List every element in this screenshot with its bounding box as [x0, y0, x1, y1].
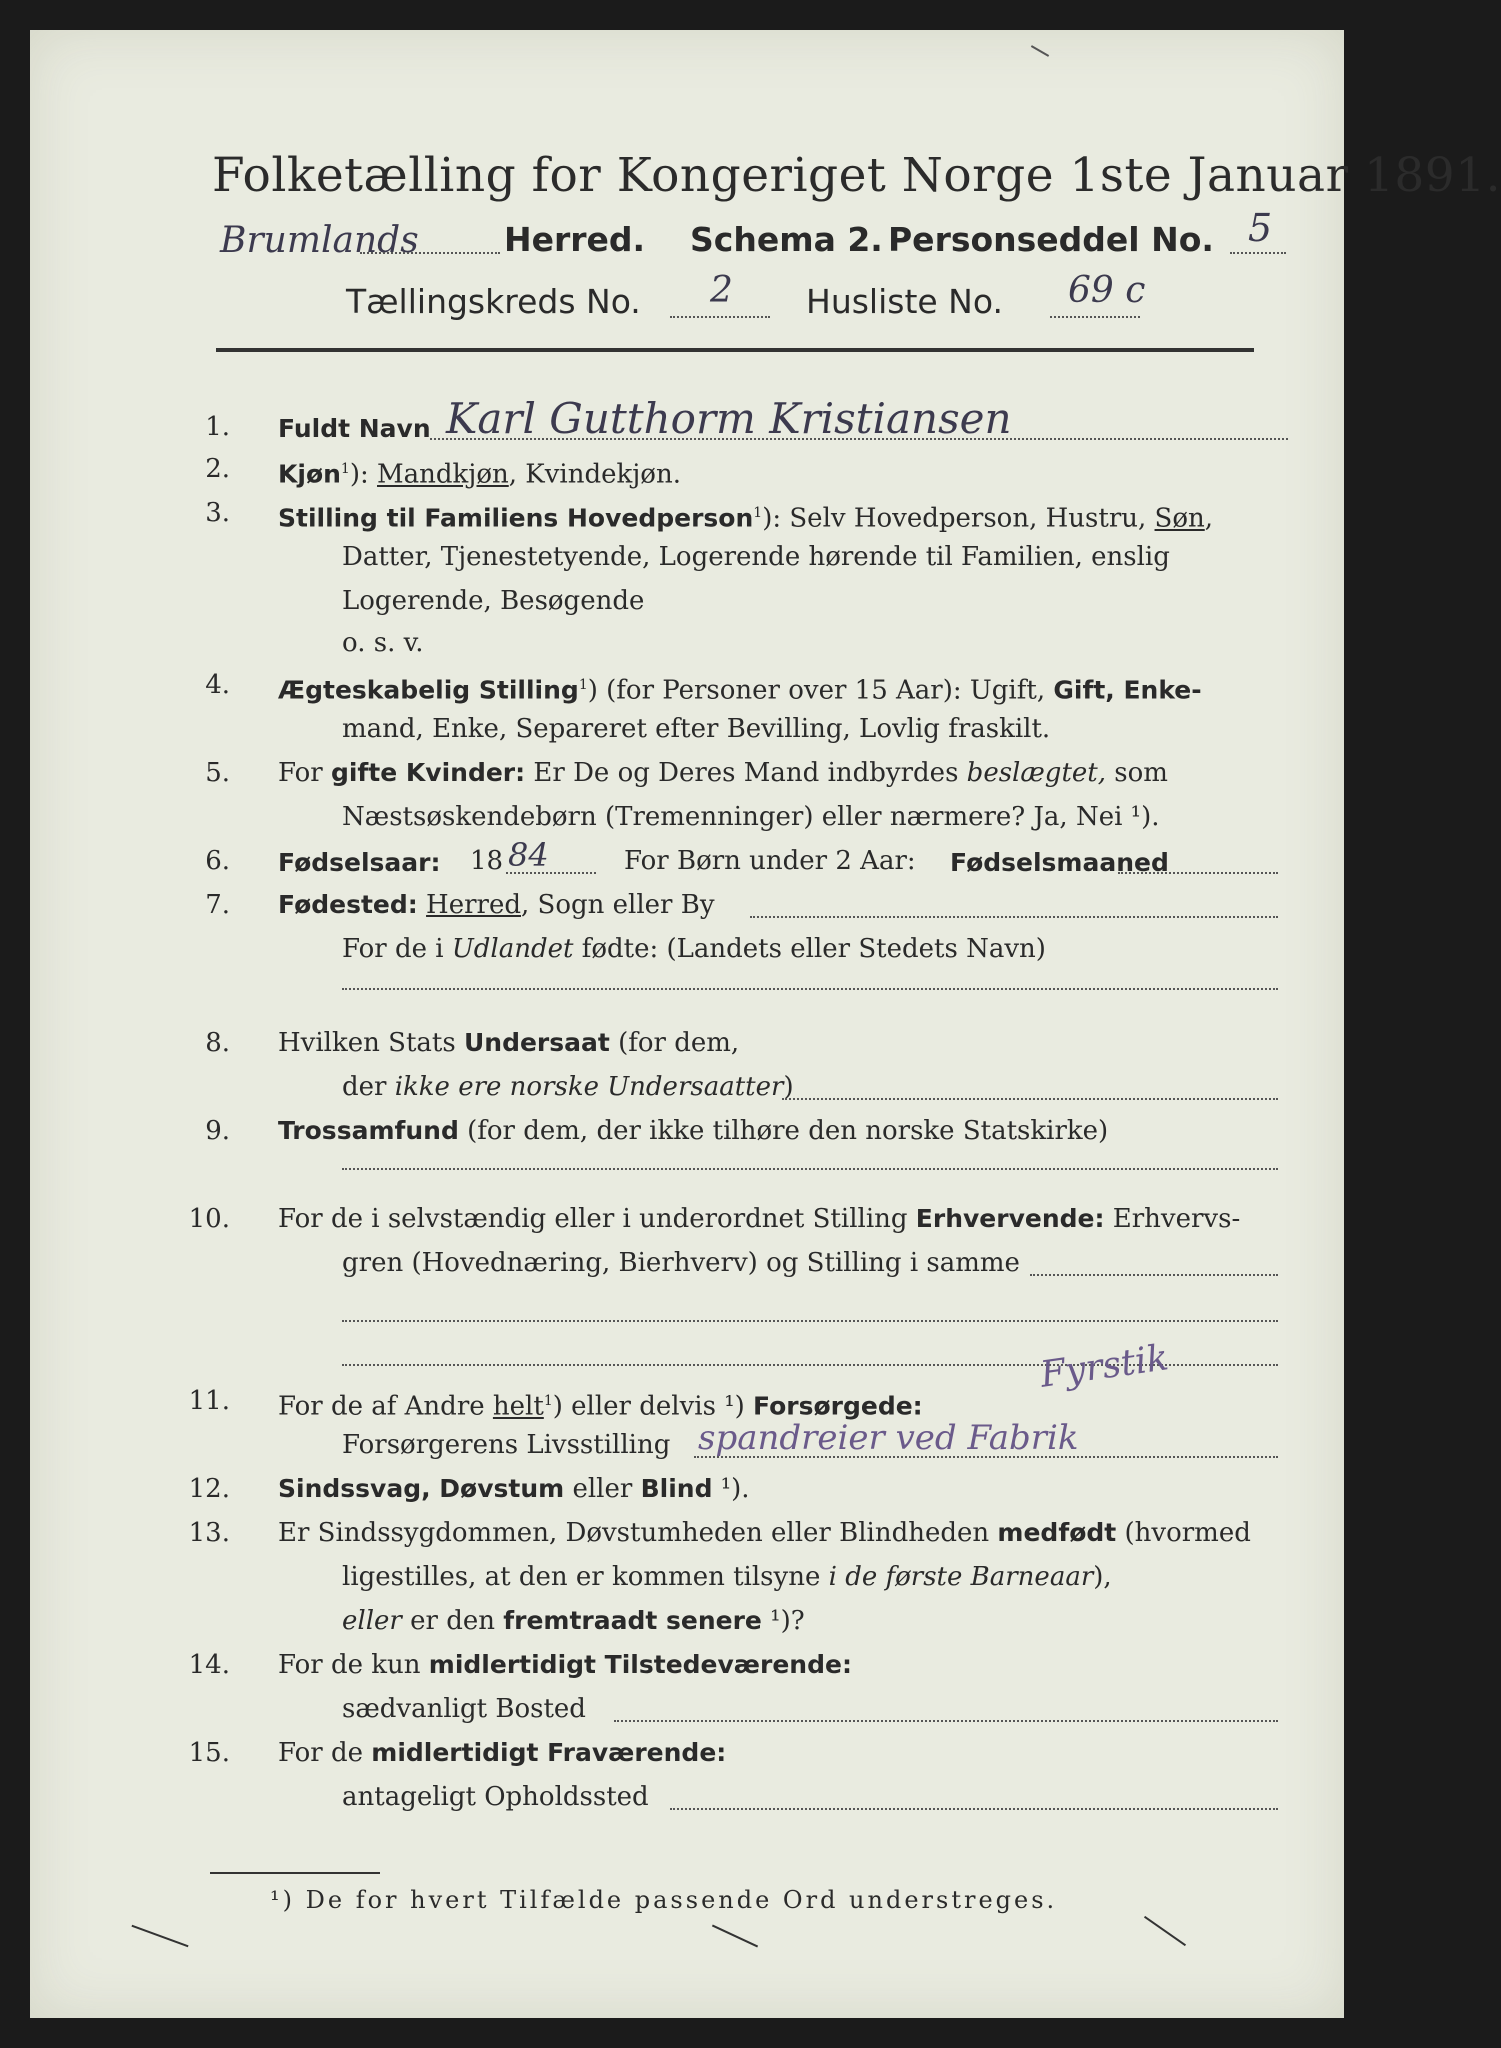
- q15-line1: [278, 1738, 726, 1768]
- q9-dotline: [342, 1168, 1278, 1170]
- form-title: Folketælling for Kongeriget Norge 1ste Januar 1891.: [212, 148, 1501, 203]
- q15-line2: antageligt Opholdssted: [342, 1782, 649, 1812]
- q10-dotline2: [342, 1320, 1278, 1322]
- q10-label: Erhvervende:: [915, 1204, 1105, 1233]
- q8-line1: [278, 1028, 739, 1058]
- q11-line2: Forsørgerens Livsstilling: [342, 1430, 671, 1460]
- q11-line1: [278, 1386, 923, 1422]
- q7-text: , Sogn eller By: [521, 890, 715, 920]
- footnote-rule: [210, 1872, 380, 1874]
- q2-number: 2.: [205, 454, 230, 484]
- q8-dotline: [782, 1098, 1278, 1100]
- q3-line1: [278, 498, 1213, 534]
- schema-label: Schema 2.: [690, 220, 883, 259]
- q7-dotline2: [342, 988, 1278, 990]
- q6-prefix: 18: [470, 846, 504, 876]
- q13-line3-label: fremtraadt senere: [503, 1606, 762, 1635]
- q8-line2-b: ): [783, 1072, 794, 1102]
- q6-number: 6.: [205, 846, 230, 876]
- q5-text-c: som: [1106, 758, 1168, 788]
- footnote: ¹) De for hvert Tilfælde passende Ord understreges.: [270, 1886, 1058, 1914]
- q3-line1-text: ): Selv Hovedperson, Hustru,: [762, 503, 1155, 534]
- q2-line: [278, 454, 681, 490]
- q11-line1-b: ) eller delvis ¹): [552, 1391, 754, 1422]
- q8-label: Undersaat: [463, 1028, 610, 1057]
- husliste-label: Husliste No.: [806, 282, 1003, 321]
- q13-line2-a: ligestilles, at den er kommen tilsyne: [342, 1562, 829, 1592]
- personseddel-dotline: [1230, 252, 1286, 254]
- q13-label: medfødt: [997, 1518, 1117, 1547]
- header-rule: [216, 348, 1254, 352]
- q5-text-b: Er De og Deres Mand indbyrdes: [525, 758, 967, 788]
- q5-label: gifte Kvinder:: [330, 758, 526, 787]
- q3-line4: o. s. v.: [342, 628, 424, 658]
- q10-line2: gren (Hovednæring, Bierhverv) og Stilling i samme: [342, 1248, 1020, 1278]
- q3-sup: 1: [753, 505, 763, 521]
- q8-line2-italic: ikke ere norske Undersaatter: [394, 1072, 784, 1102]
- q7-number: 7.: [205, 890, 230, 920]
- q15-label: midlertidigt Fraværende:: [371, 1738, 727, 1767]
- q13-line3-b: ¹)?: [761, 1606, 805, 1636]
- q14-dotline: [614, 1720, 1278, 1722]
- margin-mark-top: [1031, 45, 1049, 57]
- q4-line1-text: ) (for Personer over 15 Aar): Ugift,: [587, 675, 1054, 706]
- q14-label: midlertidigt Tilstedeværende:: [428, 1650, 852, 1679]
- q7-line2-italic: Udlandet: [451, 934, 574, 964]
- q12-line1: [278, 1474, 750, 1504]
- personseddel-label: Personseddel No.: [888, 220, 1214, 259]
- q13-line2: [342, 1562, 1112, 1592]
- taellingskreds-value: 2: [710, 270, 733, 311]
- q3-number: 3.: [205, 498, 230, 528]
- q15-line1-a: For de: [278, 1738, 372, 1768]
- q5-line1: [278, 758, 1168, 788]
- q13-line1-b: (hvormed: [1116, 1518, 1251, 1548]
- q7-line2-b: fødte: (Landets eller Stedets Navn): [573, 934, 1046, 964]
- q3-line3: Logerende, Besøgende: [342, 586, 645, 616]
- q3-selected-option: Søn: [1154, 503, 1205, 534]
- personseddel-value: 5: [1248, 206, 1273, 250]
- q6-label2: Fødselsmaaned: [950, 848, 1169, 877]
- q3-label: Stilling til Familiens Hovedperson: [278, 503, 754, 533]
- q7-line1: [278, 890, 715, 920]
- q6-dotline2: [1118, 872, 1278, 874]
- q13-line3: [342, 1606, 805, 1636]
- q4-label: Ægteskabelig Stilling: [278, 675, 579, 705]
- q3-line1-tail: ,: [1204, 503, 1214, 534]
- q2-sup: 1: [340, 461, 350, 477]
- q12-label: Sindssvag, Døvstum: [278, 1474, 565, 1503]
- q7-dotline: [750, 916, 1278, 918]
- q1-number: 1.: [205, 412, 230, 442]
- q2-text-a: ):: [349, 459, 378, 490]
- q6-value: 84: [508, 836, 549, 874]
- q13-line3-a: er den: [401, 1606, 504, 1636]
- margin-mark-center: [712, 1925, 758, 1948]
- q9-text: (for dem, der ikke tilhøre den norske Statskirke): [458, 1116, 1109, 1146]
- q6-dotline: [506, 872, 596, 874]
- q10-line1-b: Erhvervs-: [1104, 1204, 1241, 1234]
- husliste-value: 69 c: [1068, 270, 1146, 311]
- q12-tail: ¹).: [712, 1474, 750, 1504]
- q5-line2: Næstsøskendebørn (Tremenninger) eller nærmere? Ja, Nei ¹).: [342, 802, 1160, 832]
- q11-dotline: [694, 1456, 1278, 1458]
- herred-label: Herred.: [504, 220, 646, 259]
- taellingskreds-label: Tællingskreds No.: [346, 282, 641, 321]
- q13-line1: [278, 1518, 1251, 1548]
- q10-line1: [278, 1204, 1240, 1234]
- q9-label: Trossamfund: [278, 1116, 459, 1145]
- q11-selected-option: helt: [492, 1391, 544, 1422]
- husliste-dotline: [1050, 316, 1140, 318]
- q10-dotline1: [1030, 1274, 1278, 1276]
- q12-number: 12.: [188, 1474, 230, 1504]
- q14-line1: [278, 1650, 852, 1680]
- q13-line3-italic: eller: [342, 1606, 402, 1636]
- q1-label: Fuldt Navn: [278, 414, 431, 443]
- margin-mark-left: [131, 1925, 188, 1947]
- q11-value: spandreier ved Fabrik: [698, 1418, 1079, 1458]
- q14-line1-a: For de kun: [278, 1650, 429, 1680]
- q4-line2: mand, Enke, Separeret efter Bevilling, Lovlig fraskilt.: [342, 714, 1051, 744]
- q11-label: Forsørgede:: [753, 1391, 923, 1421]
- q10-number: 10.: [188, 1204, 230, 1234]
- q15-dotline: [670, 1808, 1278, 1810]
- q1-value: Karl Gutthorm Kristiansen: [446, 394, 1012, 443]
- q13-line2-b: ),: [1093, 1562, 1112, 1592]
- q1-dotline: [430, 438, 1288, 440]
- q11-number: 11.: [188, 1386, 230, 1416]
- q10-line1-a: For de i selvstændig eller i underordnet Stilling: [278, 1204, 916, 1234]
- q8-line2-a: der: [342, 1072, 395, 1102]
- q7-label: Fødested:: [278, 890, 418, 919]
- q12-label2: Blind: [640, 1474, 713, 1503]
- q7-line2-a: For de i: [342, 934, 452, 964]
- taellingskreds-dotline: [670, 316, 770, 318]
- q6-label: Fødselsaar:: [278, 848, 441, 877]
- q11-line1-a: For de af Andre: [278, 1391, 493, 1422]
- q11-note: Fyrstik: [1037, 1337, 1172, 1396]
- q8-line1-b: (for dem,: [609, 1028, 740, 1058]
- q12-text: eller: [564, 1474, 641, 1504]
- q5-number: 5.: [205, 758, 230, 788]
- q4-line1: [278, 670, 1202, 706]
- q9-line1: [278, 1116, 1108, 1146]
- q8-line2: [342, 1072, 794, 1102]
- q5-text-a: For: [278, 758, 331, 788]
- q3-line2: Datter, Tjenestetyende, Logerende hørende til Familien, enslig: [342, 542, 1170, 572]
- q8-line1-a: Hvilken Stats: [278, 1028, 464, 1058]
- q4-line1-bold: Gift, Enke-: [1053, 675, 1202, 705]
- q7-selected-option: Herred: [426, 890, 521, 920]
- q5-italic: beslægtet,: [966, 758, 1106, 788]
- herred-dotline: [360, 252, 500, 254]
- q14-line2: sædvanligt Bosted: [342, 1694, 586, 1724]
- q2-selected-option: Mandkjøn: [377, 459, 509, 490]
- q13-number: 13.: [188, 1518, 230, 1548]
- q2-label: Kjøn: [278, 459, 341, 489]
- q6-text: For Børn under 2 Aar:: [624, 846, 916, 876]
- herred-value: Brumlands: [220, 220, 419, 261]
- q14-number: 14.: [188, 1650, 230, 1680]
- q4-sup: 1: [578, 677, 588, 693]
- q9-number: 9.: [205, 1116, 230, 1146]
- census-form: [30, 30, 1501, 2018]
- margin-mark-right: [1144, 1916, 1186, 1946]
- q8-number: 8.: [205, 1028, 230, 1058]
- q13-line1-a: Er Sindssygdommen, Døvstumheden eller Blindheden: [278, 1518, 998, 1548]
- q4-number: 4.: [205, 670, 230, 700]
- q13-line2-italic: i de første Barneaar: [828, 1562, 1094, 1592]
- q11-sup: 1: [543, 1393, 553, 1409]
- q15-number: 15.: [188, 1738, 230, 1768]
- q2-text-b: , Kvindekjøn.: [508, 459, 681, 490]
- q7-line2: [342, 934, 1046, 964]
